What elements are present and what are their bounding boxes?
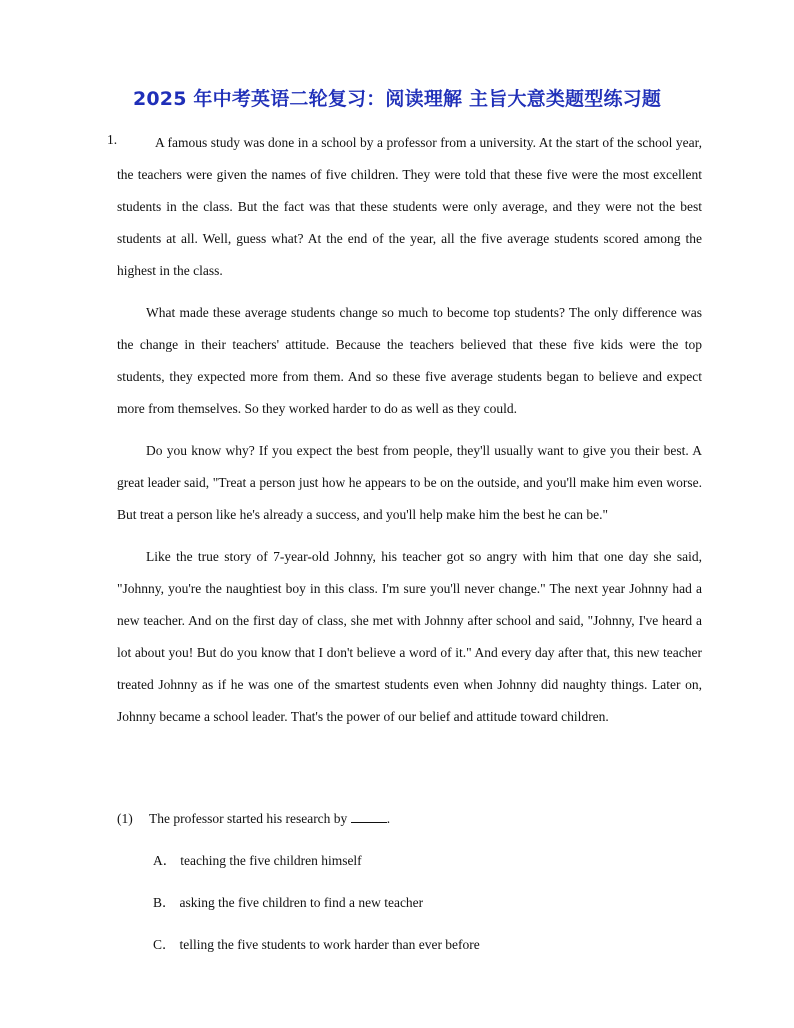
- paragraph-3: Do you know why? If you expect the best from people, they'll usually want to give you their best. A great leader said, "Treat a person just how he appears to be on the outside, and you'll make him even worse. But treat a person like he's already a success, and you'll help make him the best he can be.": [117, 443, 702, 522]
- paragraph-1: A famous study was done in a school by a professor from a university. At the start of the school year, the teachers were given the names of five children. They were told that these five were the most excellent students in the class. But the fact was that these students were only average, and they were not the best students at all. Well, guess what? At the end of the year, all the five average students scored among the highest in the class.: [117, 135, 702, 278]
- answer-blank: [351, 808, 387, 823]
- paragraph-4: Like the true story of 7-year-old Johnny, his teacher got so angry with him that one day she said, "Johnny, you're the naughtiest boy in this class. I'm sure you'll never change." The next year Johnny had a new teacher. And on the first day of class, she met with Johnny after school and said, "Johnny, I've heard a lot about you! But do you know that I don't believe a word of it." And every day after that, this new teacher treated Johnny as if he was one of the smartest students even when Johnny did naughty things. Later on, Johnny became a school leader. That's the power of our belief and attitude toward children.: [117, 549, 702, 724]
- question-stem: [117, 807, 702, 831]
- option-a-letter: A．: [153, 853, 177, 868]
- option-c-letter: C．: [153, 937, 176, 952]
- document-title: 2025 年中考英语二轮复习：阅读理解 主旨大意类题型练习题: [132, 88, 662, 110]
- option-b-letter: B．: [153, 895, 176, 910]
- sub-question-1: [117, 807, 702, 952]
- option-a[interactable]: [153, 849, 362, 873]
- option-b[interactable]: [153, 891, 423, 915]
- paragraph-2: What made these average students change so much to become top students? The only difference was the change in their teachers' attitude. Because the teachers believed that these five kids were the top students, they expected more from them. And so these five average students began to believe and expect more from themselves. So they worked harder to do as well as they could.: [117, 305, 702, 416]
- option-c[interactable]: [153, 933, 480, 957]
- option-b-text: asking the five children to find a new teacher: [179, 895, 424, 910]
- question-end-punct: .: [386, 811, 391, 826]
- sub-question-number: (1): [117, 811, 133, 826]
- option-a-text: teaching the five children himself: [180, 853, 362, 868]
- question-stem-text: The professor started his research by: [149, 811, 348, 826]
- reading-passage: [117, 127, 702, 743]
- option-c-text: telling the five students to work harder than ever before: [179, 937, 480, 952]
- question-number: 1.: [107, 132, 118, 147]
